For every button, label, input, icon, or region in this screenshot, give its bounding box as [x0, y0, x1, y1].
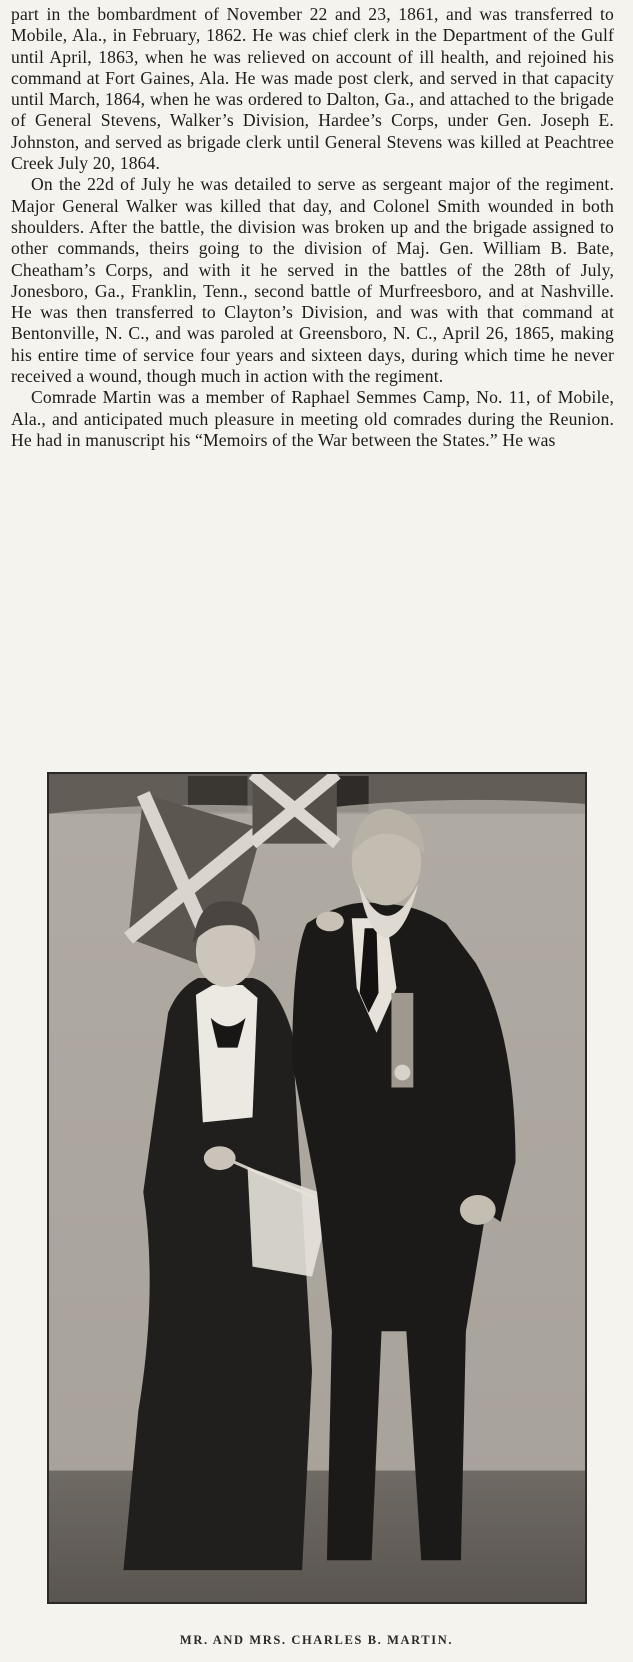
- paragraph-sergeant-major: On the 22d of July he was detailed to serve as sergeant major of the regiment. Major General Walker was killed that day, and Colonel Smith wounded in both shoulders. After the battle, the division was broken up and the brigade assigned to other commands, theirs going to the division of Maj. Gen. William B. Bate, Cheatham’s Corps, and with it he served in the battles of the 28th of July, Jonesboro, Ga., Franklin, Tenn., second battle of Murfreesboro, and at Nashville. He was then transferred to Clayton’s Division, and was with that command at Bentonville, N. C., and was paroled at Greensboro, N. C., April 26, 1865, making his entire time of service four years and sixteen days, during which time he never received a wound, though much in action with the regiment.: [11, 174, 614, 387]
- photo-caption: MR. AND MRS. CHARLES B. MARTIN.: [179, 1633, 454, 1647]
- portrait-photo: [47, 772, 587, 1604]
- flag-top: [252, 774, 336, 844]
- article-text: [11, 4, 614, 451]
- paragraph-camp-membership: Comrade Martin was a member of Raphael Semmes Camp, No. 11, of Mobile, Ala., and anticipated much pleasure in meeting old comrades during the Reunion. He had in manuscript his “Memoirs of the War between the States.” He was: [11, 387, 614, 450]
- paragraph-service-record: part in the bombardment of November 22 and 23, 1861, and was transferred to Mobile, Ala., in February, 1862. He was chief clerk in the Department of the Gulf until April, 1863, when he was relieved on account of ill health, and rejoined his command at Fort Gaines, Ala. He was made post clerk, and served in that capacity until March, 1864, when he was ordered to Dalton, Ga., and attached to the brigade of General Stevens, Walker’s Division, Hardee’s Corps, under Gen. Joseph E. Johnston, and served as brigade clerk until General Stevens was killed at Peachtree Creek July 20, 1864.: [11, 4, 614, 174]
- portrait-illustration: [49, 774, 585, 1602]
